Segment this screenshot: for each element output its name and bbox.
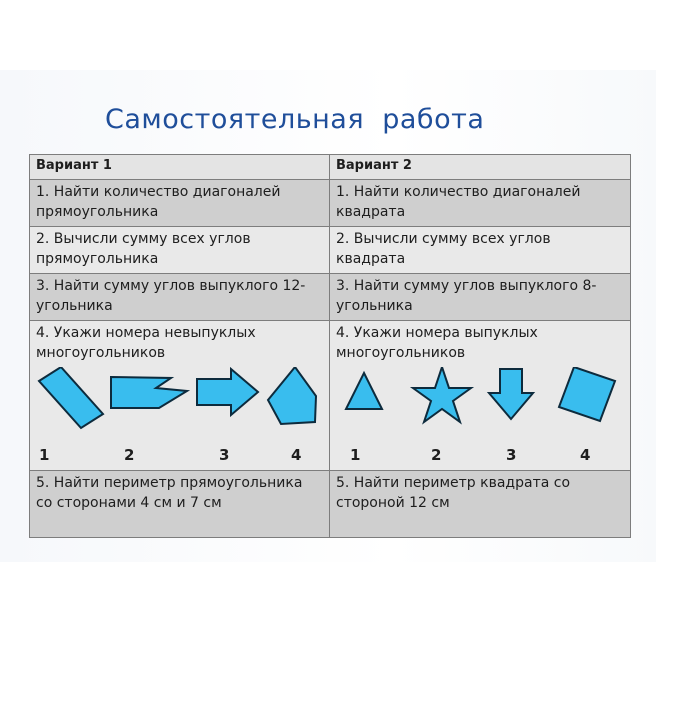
variant-2-task-4-cell <box>330 321 631 471</box>
variant-1-header: Вариант 1 <box>30 155 330 180</box>
variant-2-task-1: 1. Найти количество диагоналей квадрата <box>330 180 631 227</box>
variant-1-task-5: 5. Найти периметр прямоугольника со сторонами 4 см и 7 см <box>30 471 330 538</box>
table-row <box>30 227 631 274</box>
rotated-rectangle-icon <box>39 367 103 428</box>
arrow-right-icon <box>197 369 258 415</box>
pentagon-icon <box>268 367 316 424</box>
variant-2-task-5: 5. Найти периметр квадрата со стороной 12 см <box>330 471 631 538</box>
table-header-row <box>30 155 631 180</box>
variant-2-task-4: 4. Укажи номера выпуклых многоугольников <box>336 325 538 361</box>
page-title: Самостоятельная работа <box>105 104 485 135</box>
variant-1-task-4: 4. Укажи номера невыпуклых многоугольников <box>36 325 256 361</box>
star-icon <box>413 367 471 422</box>
table-row <box>30 471 631 538</box>
shape-number-2: 2 <box>124 446 135 464</box>
arrow-down-icon <box>489 369 533 419</box>
variant-1-task-3: 3. Найти сумму углов выпуклого 12-угольника <box>30 274 330 321</box>
variant-1-shapes <box>36 367 324 467</box>
variant-1-task-2: 2. Вычисли сумму всех углов прямоугольника <box>30 227 330 274</box>
table-row <box>30 274 631 321</box>
rotated-square-icon <box>559 367 615 421</box>
variant-1-task-4-cell <box>30 321 330 471</box>
concave-quadrilateral-icon <box>111 377 187 408</box>
shape-number-2: 2 <box>431 446 442 464</box>
variant-1-task-1: 1. Найти количество диагоналей прямоугольника <box>30 180 330 227</box>
shape-number-3: 3 <box>219 446 230 464</box>
triangle-icon <box>346 373 382 409</box>
shape-number-1: 1 <box>350 446 361 464</box>
shape-number-3: 3 <box>506 446 517 464</box>
assignment-table <box>29 154 631 538</box>
variant-2-shapes <box>336 367 624 467</box>
table-row <box>30 180 631 227</box>
shape-number-4: 4 <box>580 446 591 464</box>
table-row <box>30 321 631 471</box>
shape-number-4: 4 <box>291 446 302 464</box>
variant-2-task-3: 3. Найти сумму углов выпуклого 8-угольника <box>330 274 631 321</box>
shape-number-1: 1 <box>39 446 50 464</box>
variant-2-header: Вариант 2 <box>330 155 631 180</box>
variant-2-task-2: 2. Вычисли сумму всех углов квадрата <box>330 227 631 274</box>
